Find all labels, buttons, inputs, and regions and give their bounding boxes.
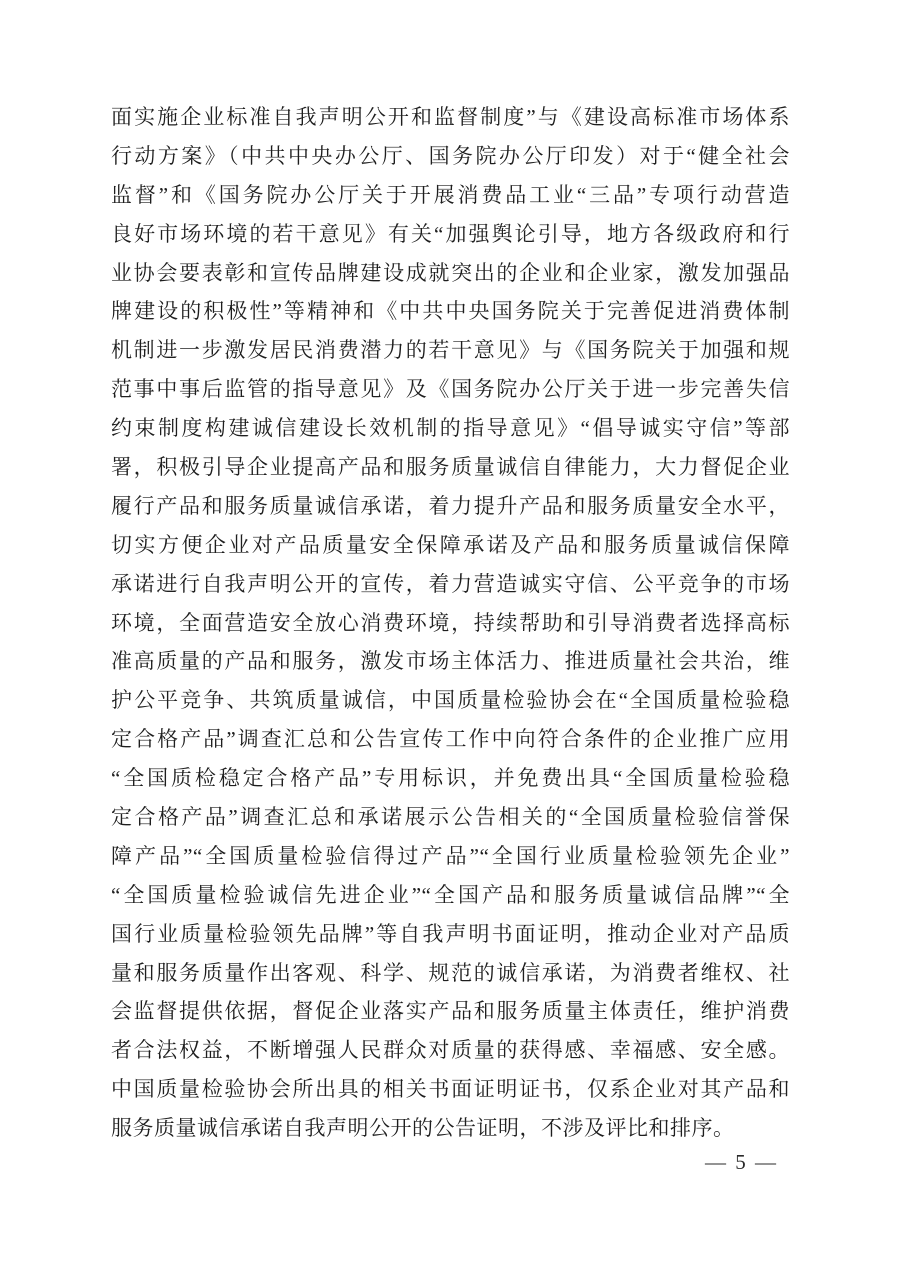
text-line: “全国质量检验诚信先进企业”“全国产品和服务质量诚信品牌”“全 (111, 882, 790, 907)
text-line: 承诺进行自我声明公开的宣传，着力营造诚实守信、公平竞争的市场 (111, 571, 790, 596)
text-line: 定合格产品”调查汇总和公告宣传工作中向符合条件的企业推广应用 (111, 727, 790, 752)
text-line: 监督”和《国务院办公厅关于开展消费品工业“三品”专项行动营造 (111, 182, 790, 207)
text-line: 国行业质量检验领先品牌”等自我声明书面证明，推动企业对产品质 (111, 921, 790, 946)
text-line: 准高质量的产品和服务，激发市场主体活力、推进质量社会共治，维 (111, 649, 790, 674)
text-line: “全国质检稳定合格产品”专用标识，并免费出具“全国质量检验稳 (111, 766, 790, 791)
text-line: 量和服务质量作出客观、科学、规范的诚信承诺，为消费者维权、社 (111, 960, 790, 985)
text-line: 服务质量诚信承诺自我声明公开的公告证明，不涉及评比和排序。 (111, 1116, 735, 1141)
text-line: 机制进一步激发居民消费潜力的若干意见》与《国务院关于加强和规 (111, 338, 790, 363)
text-line: 牌建设的积极性”等精神和《中共中央国务院关于完善促进消费体制 (111, 299, 790, 324)
text-line: 者合法权益，不断增强人民群众对质量的获得感、幸福感、安全感。 (111, 1038, 790, 1063)
text-line: 护公平竞争、共筑质量诚信，中国质量检验协会在“全国质量检验稳 (111, 688, 790, 713)
text-line: 定合格产品”调查汇总和承诺展示公告相关的“全国质量检验信誉保 (111, 805, 790, 830)
text-line: 会监督提供依据，督促企业落实产品和服务质量主体责任，维护消费 (111, 999, 790, 1024)
text-line: 切实方便企业对产品质量安全保障承诺及产品和服务质量诚信保障 (111, 532, 790, 557)
text-line: 中国质量检验协会所出具的相关书面证明证书，仅系企业对其产品和 (111, 1077, 790, 1102)
text-line: 署，积极引导企业提高产品和服务质量诚信自律能力，大力督促企业 (111, 455, 790, 480)
text-line: 范事中事后监管的指导意见》及《国务院办公厅关于进一步完善失信 (111, 377, 790, 402)
text-line: 面实施企业标准自我声明公开和监督制度”与《建设高标准市场体系 (111, 105, 790, 129)
body-text (111, 98, 790, 1148)
text-line: 良好市场环境的若干意见》有关“加强舆论引导，地方各级政府和行 (111, 221, 790, 246)
text-line: 履行产品和服务质量诚信承诺，着力提升产品和服务质量安全水平， (111, 493, 790, 518)
text-line: 环境，全面营造安全放心消费环境，持续帮助和引导消费者选择高标 (111, 610, 790, 635)
text-line: 业协会要表彰和宣传品牌建设成就突出的企业和企业家，激发加强品 (111, 260, 790, 285)
text-line: 约束制度构建诚信建设长效机制的指导意见》“倡导诚实守信”等部 (111, 416, 790, 441)
text-line: 障产品”“全国质量检验信得过产品”“全国行业质量检验领先企业” (111, 843, 790, 868)
text-line: 行动方案》（中共中央办公厅、国务院办公厅印发）对于“健全社会 (111, 143, 790, 168)
page-number: — 5 — (705, 1150, 778, 1174)
